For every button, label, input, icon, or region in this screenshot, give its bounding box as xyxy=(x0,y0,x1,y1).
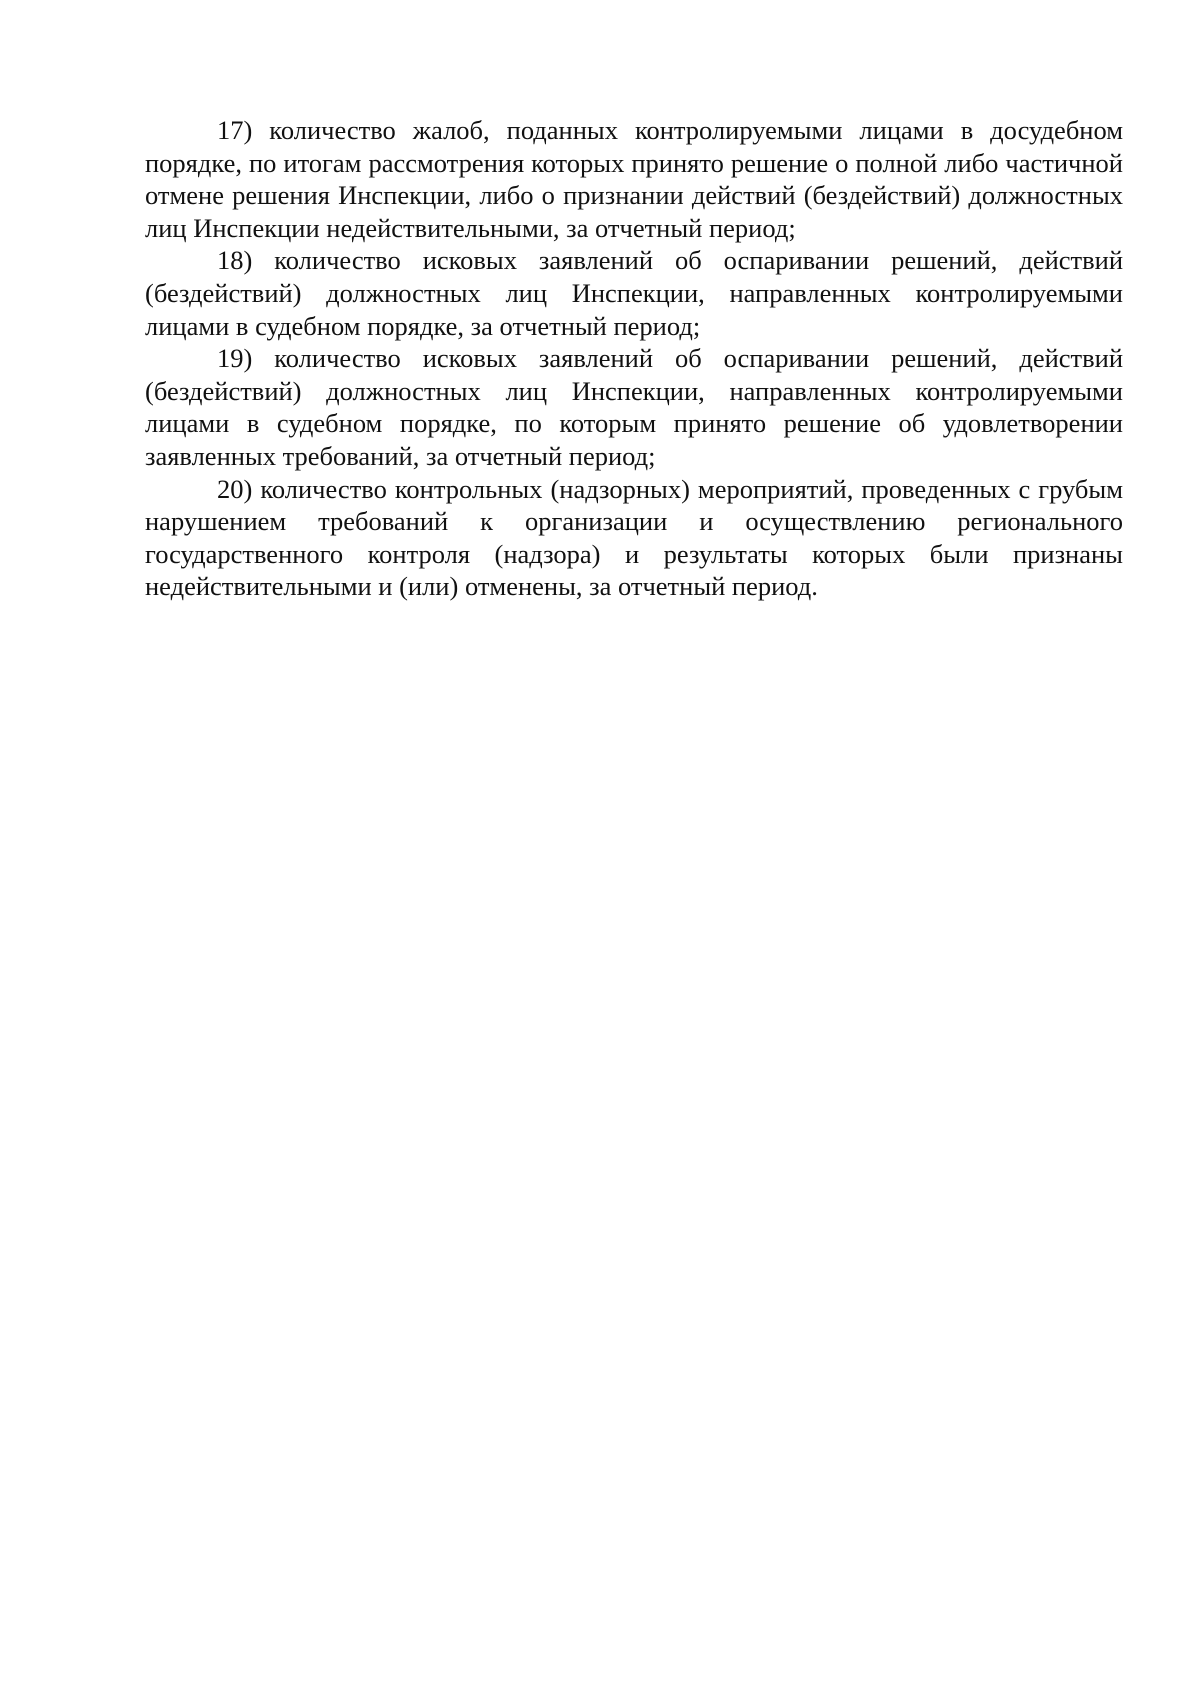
paragraph-item-17: 17) количество жалоб, поданных контролируемыми лицами в досудебном порядке, по итогам рассмотрения которых принято решение о полной либо частичной отмене решения Инспекции, либо о признании действий (бездействий) должностных лиц Инспекции недействительными, за отчетный период; xyxy=(145,115,1123,243)
paragraph-item-20: 20) количество контрольных (надзорных) мероприятий, проведенных с грубым нарушением требований к организации и осуществлению регионального государственного контроля (надзора) и результаты которых были признаны недействительными и (или) отменены, за отчетный период. xyxy=(145,473,1123,602)
document-body xyxy=(145,114,1123,603)
paragraph-item-19: 19) количество исковых заявлений об оспаривании решений, действий (бездействий) должностных лиц Инспекции, направленных контролируемыми лицами в судебном порядке, по которым принято решение об удовлетворении заявленных требований, за отчетный период; xyxy=(145,343,1123,471)
paragraph-item-18: 18) количество исковых заявлений об оспаривании решений, действий (бездействий) должностных лиц Инспекции, направленных контролируемыми лицами в судебном порядке, за отчетный период; xyxy=(145,245,1123,341)
